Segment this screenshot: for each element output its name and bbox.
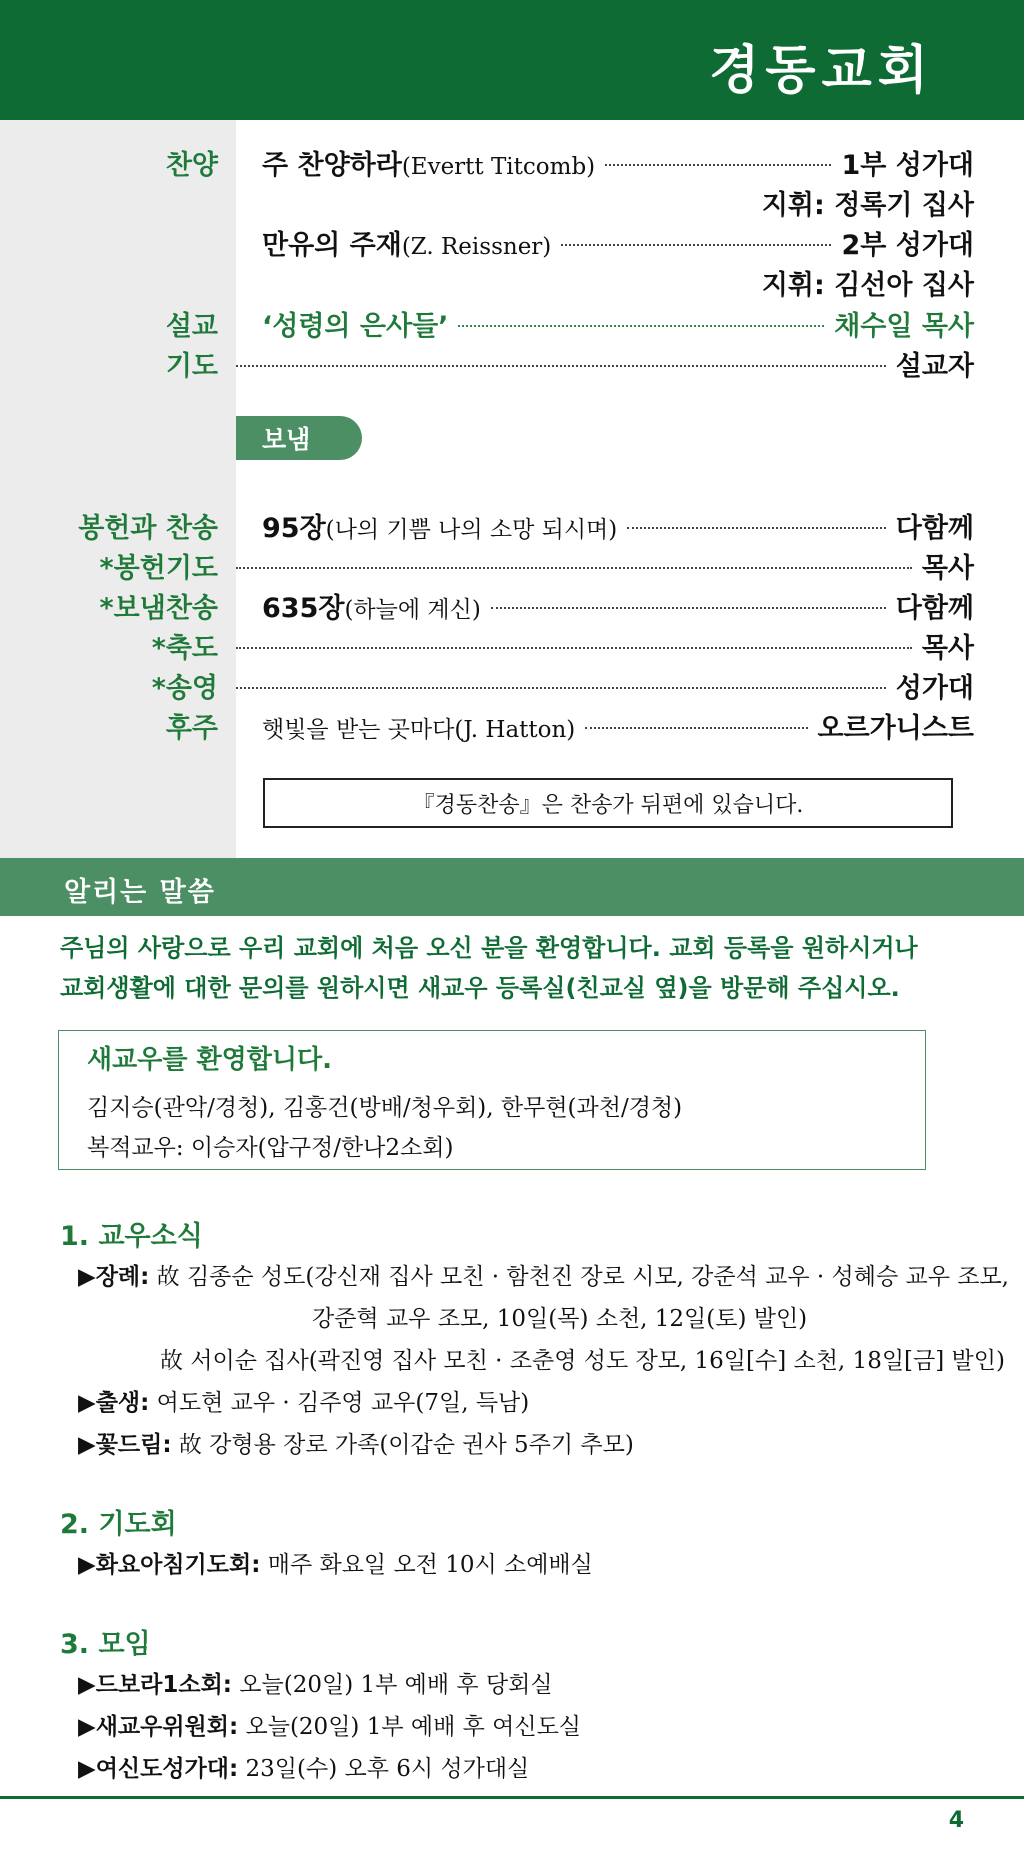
item-text: 여도현 교우 · 김주영 교우(7일, 득남)	[156, 1390, 530, 1416]
sending-hymn-row	[262, 586, 974, 625]
dotted-leader	[236, 687, 886, 689]
prayer-row	[236, 344, 974, 383]
anthem2-conductor: 지휘: 김선아 집사	[761, 270, 974, 301]
sending-hymn-label: *보냄찬송	[99, 593, 218, 624]
section-title: 2. 기도회	[60, 1509, 177, 1540]
doxology-label: *송영	[151, 673, 218, 704]
funeral-item-continued: 강준혁 교우 조모, 10일(목) 소천, 12일(토) 발인)	[312, 1306, 808, 1332]
meeting-item	[78, 1708, 581, 1741]
anthem2-composer: (Z. Reissner)	[401, 234, 552, 260]
dotted-leader	[585, 727, 807, 729]
sending-hymn-no: 635장	[262, 593, 345, 624]
item-label: ▶화요아침기도회:	[78, 1552, 261, 1578]
anthem-label: 찬양	[165, 150, 218, 181]
offering-label: 봉헌과 찬송	[78, 513, 218, 544]
item-text: 오늘(20일) 1부 예배 후 당회실	[239, 1672, 553, 1698]
anthem2-row	[262, 223, 974, 262]
anthem1-conductor: 지휘: 정록기 집사	[761, 190, 974, 221]
offering-hymn-title: (나의 기쁨 나의 소망 되시며)	[325, 517, 618, 543]
item-text: 매주 화요일 오전 10시 소예배실	[267, 1552, 593, 1578]
sending-hymn-title: (하늘에 계신)	[344, 597, 481, 623]
sending-hymn-by: 다함께	[895, 593, 974, 624]
sermon-preacher: 채수일 목사	[834, 311, 974, 342]
prayer-by: 설교자	[895, 351, 974, 382]
item-text: 오늘(20일) 1부 예배 후 여신도실	[245, 1714, 582, 1740]
header-bar	[0, 0, 1024, 120]
sermon-title: ‘성령의 은사들’	[262, 311, 449, 342]
anthem1-choir: 1부 성가대	[841, 150, 974, 181]
sermon-label: 설교	[165, 311, 218, 342]
welcome-line: 교회생활에 대한 문의를 원하시면 새교우 등록실(친교실 옆)을 방문해 주십시오.	[60, 974, 900, 1002]
announcements-bar	[0, 858, 1024, 916]
dotted-leader	[236, 567, 912, 569]
prayer-label: 기도	[165, 351, 218, 382]
dotted-leader	[236, 647, 912, 649]
hymnal-note: 『경동찬송』은 찬송가 뒤편에 있습니다.	[263, 778, 953, 828]
postlude-label: 후주	[165, 713, 218, 744]
anthem1-row	[262, 143, 974, 182]
dotted-leader	[458, 325, 824, 327]
offering-hymn-no: 95장	[262, 513, 326, 544]
item-label: ▶여신도성가대:	[78, 1756, 239, 1782]
anthem2-title: 만유의 주재	[262, 230, 402, 261]
dotted-leader	[236, 365, 886, 367]
footer-rule	[0, 1796, 1024, 1799]
dotted-leader	[605, 164, 831, 166]
dotted-leader	[561, 244, 831, 246]
item-label: ▶새교우위원회:	[78, 1714, 239, 1740]
item-label: ▶장례:	[78, 1264, 150, 1290]
benediction-label: *축도	[151, 633, 218, 664]
item-label: ▶출생:	[78, 1390, 150, 1416]
page-number: 4	[948, 1808, 964, 1833]
welcome-message	[60, 928, 980, 1008]
welcome-line: 주님의 사랑으로 우리 교회에 처음 오신 분을 환영합니다. 교회 등록을 원하시거나	[60, 934, 918, 962]
offering-prayer-label: *봉헌기도	[99, 553, 218, 584]
newcomer-names: 김지승(관악/경청), 김홍건(방배/청우회), 한무현(과천/경청)	[87, 1095, 683, 1121]
offering-prayer-by: 목사	[921, 553, 974, 584]
item-label: ▶꽃드림:	[78, 1432, 172, 1458]
dotted-leader	[491, 607, 886, 609]
church-name: 경동교회	[709, 40, 934, 101]
doxology-row	[236, 666, 974, 705]
doxology-by: 성가대	[895, 673, 974, 704]
anthem1-composer: (Evertt Titcomb)	[401, 154, 596, 180]
sending-section-pill: 보냄	[236, 416, 362, 460]
meeting-item	[78, 1750, 529, 1783]
section-title: 1. 교우소식	[60, 1221, 203, 1252]
offering-by: 다함께	[895, 513, 974, 544]
funeral-item	[78, 1258, 1009, 1291]
anthem2-choir: 2부 성가대	[841, 230, 974, 261]
sermon-row	[262, 304, 974, 343]
item-text: 23일(수) 오후 6시 성가대실	[245, 1756, 530, 1782]
offering-prayer-row	[236, 546, 974, 585]
announcements-title: 알리는 말씀	[64, 877, 216, 908]
offering-row	[262, 506, 974, 545]
item-text: 故 강형용 장로 가족(이갑순 권사 5주기 추모)	[178, 1432, 634, 1458]
birth-item	[78, 1384, 529, 1417]
transfer-members: 복적교우: 이승자(압구정/한나2소회)	[87, 1135, 454, 1161]
postlude-row	[262, 706, 974, 745]
prayer-meeting-item	[78, 1546, 593, 1579]
dotted-leader	[627, 527, 886, 529]
newcomer-title: 새교우를 환영합니다.	[87, 1045, 332, 1075]
section-title: 3. 모임	[60, 1629, 151, 1660]
anthem1-title: 주 찬양하라	[262, 150, 402, 181]
funeral-item-2: 故 서이순 집사(곽진영 집사 모친 · 조춘영 성도 장모, 16일[수] 소천, 18일[금] 발인)	[160, 1348, 1005, 1374]
flower-item	[78, 1426, 634, 1459]
side-panel	[0, 120, 236, 858]
postlude-by: 오르가니스트	[817, 713, 974, 744]
postlude-title: 햇빛을 받는 곳마다(J. Hatton)	[262, 717, 576, 743]
meeting-item	[78, 1666, 553, 1699]
newcomer-box	[58, 1030, 926, 1170]
benediction-row	[236, 626, 974, 665]
item-text: 故 김종순 성도(강신재 집사 모친 · 함천진 장로 시모, 강준석 교우 · 성혜승 교우 조모,	[156, 1264, 1009, 1290]
item-label: ▶드보라1소회:	[78, 1672, 232, 1698]
benediction-by: 목사	[921, 633, 974, 664]
